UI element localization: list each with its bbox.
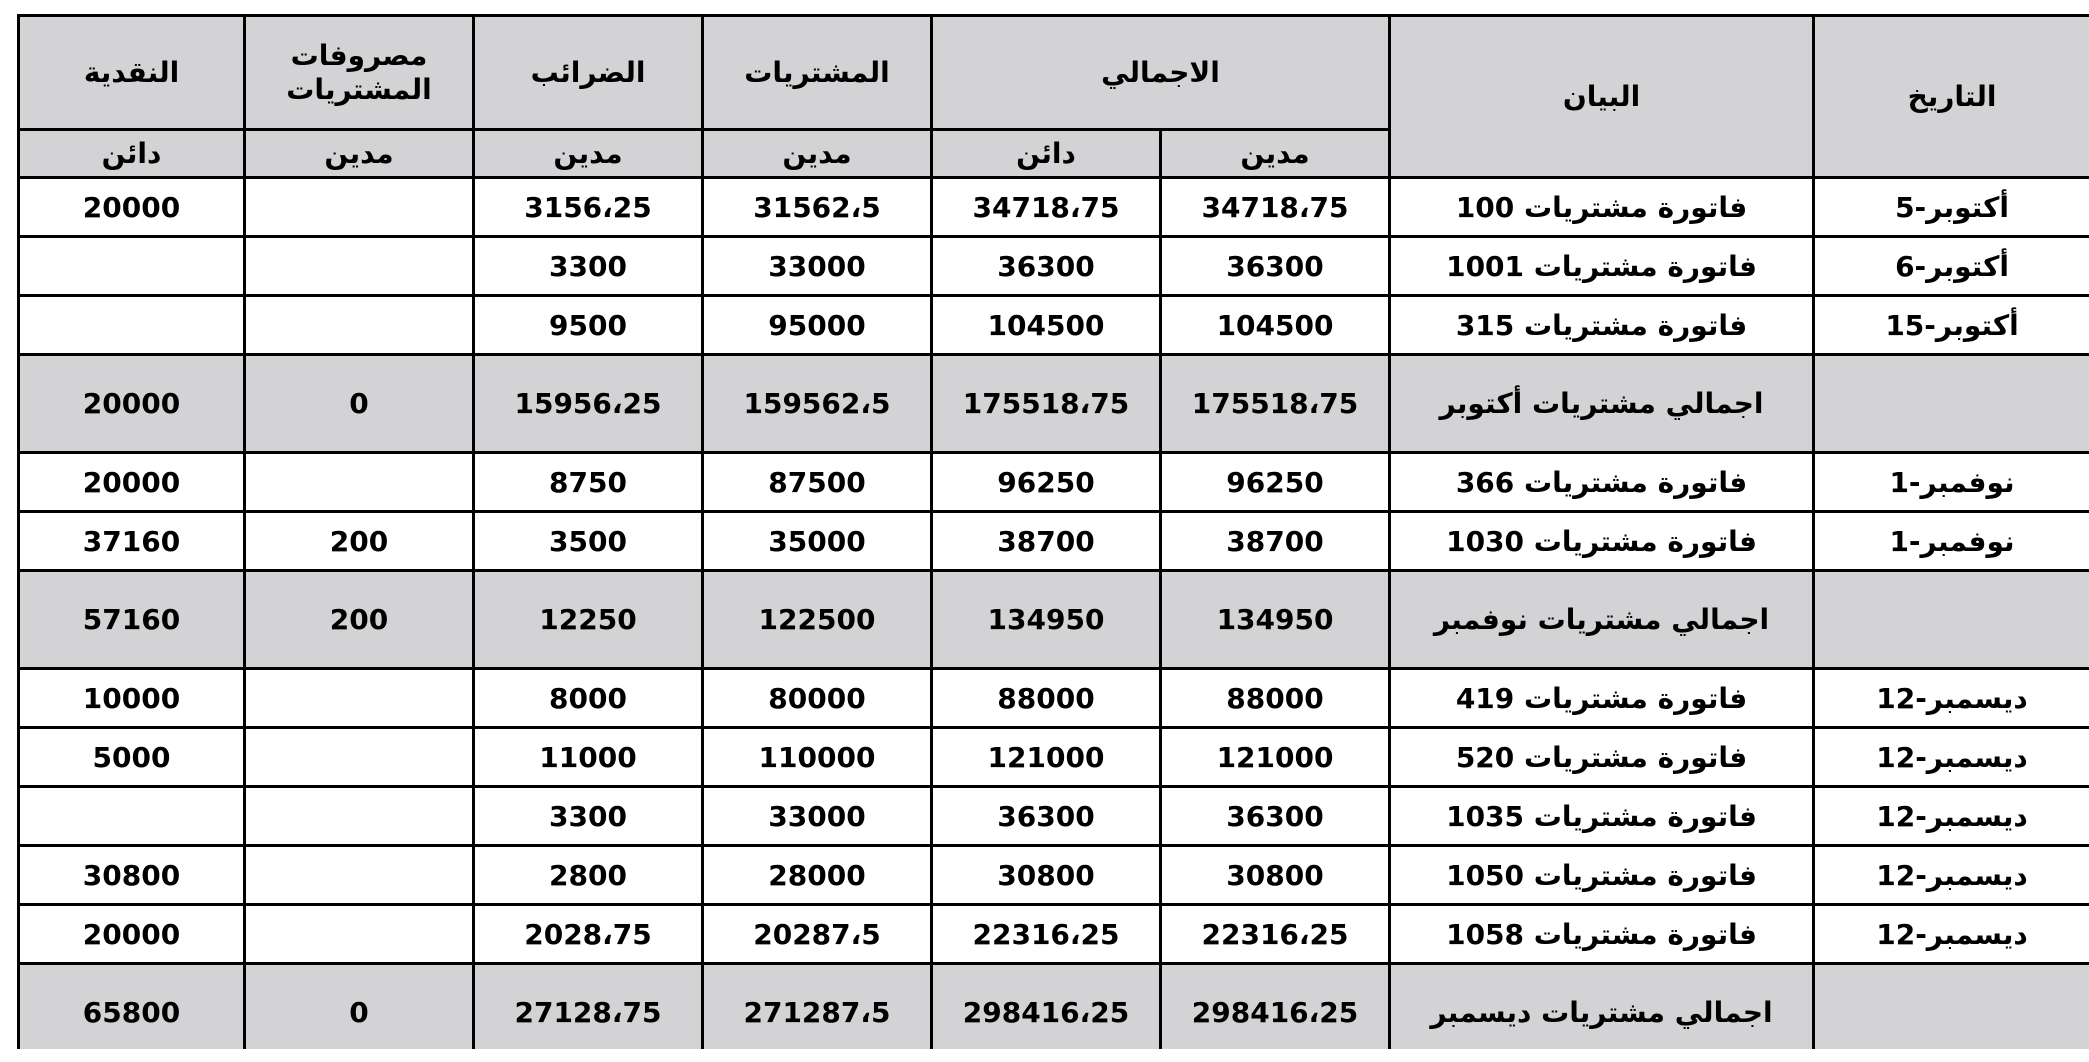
statement-cell (1390, 178, 1814, 237)
taxes-cell (474, 571, 703, 669)
date-cell (1814, 296, 2089, 355)
total-credit-cell (932, 355, 1161, 453)
table-row (19, 669, 2089, 728)
total-debit-cell (1161, 296, 1390, 355)
date-cell (1814, 787, 2089, 846)
cash-cell-text: 20000 (82, 465, 181, 499)
cash-cell-text: 20000 (82, 387, 181, 420)
statement-cell-text: فاتورة مشتريات 1058 (1446, 917, 1757, 951)
taxes-cell-text: 3300 (549, 249, 627, 283)
table-row (19, 905, 2089, 964)
total-credit-cell-text: 104500 (987, 308, 1105, 342)
cash-cell (19, 669, 245, 728)
cash-cell (19, 964, 245, 1050)
taxes-cell (474, 512, 703, 571)
total-credit-cell (932, 512, 1161, 571)
purchase-expenses-cell (245, 846, 474, 905)
subheader-purchases: مدين (703, 130, 932, 178)
table-row (19, 846, 2089, 905)
date-cell (1814, 178, 2089, 237)
total-credit-cell (932, 453, 1161, 512)
cash-cell (19, 571, 245, 669)
total-credit-cell-text: 30800 (997, 858, 1095, 892)
statement-cell (1390, 296, 1814, 355)
table-row (19, 728, 2089, 787)
purchase-expenses-cell (245, 453, 474, 512)
date-cell (1814, 905, 2089, 964)
table-row (19, 512, 2089, 571)
taxes-cell-text: 12250 (539, 603, 637, 636)
purchases-cell (703, 964, 932, 1050)
purchase-expenses-cell (245, 964, 474, 1050)
purchase-expenses-cell-text: 200 (329, 524, 389, 558)
taxes-cell-text: 15956،25 (514, 387, 662, 420)
total-credit-cell (932, 964, 1161, 1050)
purchase-expenses-cell (245, 296, 474, 355)
purchases-cell (703, 178, 932, 237)
date-cell (1814, 453, 2089, 512)
purchase-expenses-cell (245, 728, 474, 787)
statement-cell-text: اجمالي مشتريات ديسمبر (1430, 996, 1773, 1029)
subheader-taxes: مدين (474, 130, 703, 178)
taxes-cell (474, 728, 703, 787)
purchases-cell (703, 728, 932, 787)
purchase-expenses-cell (245, 355, 474, 453)
date-cell (1814, 571, 2089, 669)
statement-cell (1390, 512, 1814, 571)
total-debit-cell-text: 34718،75 (1201, 190, 1349, 224)
total-debit-cell-text: 30800 (1226, 858, 1324, 892)
total-credit-cell (932, 846, 1161, 905)
taxes-cell (474, 846, 703, 905)
purchases-cell-text: 122500 (758, 603, 876, 636)
purchase-expenses-cell-text: 0 (349, 387, 369, 420)
date-cell-text: ديسمبر-12 (1876, 740, 2028, 774)
cash-cell-text: 37160 (82, 524, 181, 558)
total-debit-cell-text: 88000 (1226, 681, 1324, 715)
purchases-cell (703, 355, 932, 453)
total-debit-cell (1161, 787, 1390, 846)
taxes-cell-text: 27128،75 (514, 996, 662, 1029)
total-debit-cell (1161, 571, 1390, 669)
date-cell-text: ديسمبر-12 (1876, 858, 2028, 892)
total-credit-cell (932, 237, 1161, 296)
purchases-cell-text: 28000 (768, 858, 866, 892)
statement-cell (1390, 905, 1814, 964)
purchases-cell-text: 87500 (768, 465, 866, 499)
purchases-journal (17, 14, 2089, 1049)
total-credit-cell-text: 96250 (997, 465, 1095, 499)
total-debit-cell-text: 38700 (1226, 524, 1324, 558)
header-date: التاريخ (1814, 16, 2089, 178)
statement-cell-text: فاتورة مشتريات 100 (1455, 190, 1748, 224)
cash-cell (19, 237, 245, 296)
total-debit-cell (1161, 512, 1390, 571)
purchase-expenses-cell (245, 669, 474, 728)
header-purchases: المشتريات (703, 16, 932, 130)
statement-cell (1390, 571, 1814, 669)
total-credit-cell-text: 38700 (997, 524, 1095, 558)
date-cell (1814, 669, 2089, 728)
total-credit-cell (932, 571, 1161, 669)
header-cash: النقدية (19, 16, 245, 130)
total-credit-cell (932, 905, 1161, 964)
subheader-total-credit: دائن (932, 130, 1161, 178)
statement-cell-text: فاتورة مشتريات 1001 (1446, 249, 1757, 283)
date-cell-text: أكتوبر-5 (1895, 190, 2009, 224)
statement-cell (1390, 453, 1814, 512)
statement-cell-text: فاتورة مشتريات 366 (1455, 465, 1748, 499)
taxes-cell-text: 9500 (549, 308, 627, 342)
total-credit-cell-text: 121000 (987, 740, 1105, 774)
cash-cell-text: 65800 (82, 996, 181, 1029)
date-cell (1814, 964, 2089, 1050)
statement-cell (1390, 787, 1814, 846)
table-row (19, 296, 2089, 355)
date-cell-text: ديسمبر-12 (1876, 917, 2028, 951)
cash-cell-text: 20000 (82, 917, 181, 951)
purchases-cell-text: 35000 (768, 524, 866, 558)
monthly-total-row (19, 355, 2089, 453)
subheader-total-debit: مدين (1161, 130, 1390, 178)
statement-cell-text: اجمالي مشتريات نوفمبر (1433, 603, 1770, 636)
purchase-expenses-cell-text: 200 (329, 603, 389, 636)
total-debit-cell (1161, 905, 1390, 964)
taxes-cell (474, 296, 703, 355)
purchase-expenses-cell (245, 787, 474, 846)
taxes-cell (474, 669, 703, 728)
taxes-cell-text: 8750 (549, 465, 627, 499)
date-cell-text: أكتوبر-6 (1895, 249, 2009, 283)
cash-cell (19, 355, 245, 453)
statement-cell-text: اجمالي مشتريات أكتوبر (1439, 387, 1764, 420)
taxes-cell-text: 3500 (549, 524, 627, 558)
total-credit-cell-text: 36300 (997, 799, 1095, 833)
cash-cell (19, 178, 245, 237)
purchase-expenses-cell (245, 178, 474, 237)
purchases-cell-text: 33000 (768, 249, 866, 283)
purchases-cell-text: 33000 (768, 799, 866, 833)
date-cell (1814, 728, 2089, 787)
statement-cell (1390, 964, 1814, 1050)
cash-cell (19, 296, 245, 355)
monthly-total-row (19, 571, 2089, 669)
date-cell-text: نوفمبر-1 (1889, 524, 2015, 558)
statement-cell-text: فاتورة مشتريات 419 (1455, 681, 1748, 715)
purchases-cell (703, 296, 932, 355)
taxes-cell-text: 2028،75 (524, 917, 652, 951)
total-debit-cell (1161, 237, 1390, 296)
purchases-cell-text: 80000 (768, 681, 866, 715)
header-row (19, 16, 2089, 130)
table-row (19, 787, 2089, 846)
purchases-cell-text: 20287،5 (753, 917, 881, 951)
total-debit-cell-text: 134950 (1216, 603, 1334, 636)
header-taxes: الضرائب (474, 16, 703, 130)
subheader-cash: دائن (19, 130, 245, 178)
cash-cell (19, 846, 245, 905)
total-debit-cell (1161, 178, 1390, 237)
table-row (19, 178, 2089, 237)
purchases-cell (703, 846, 932, 905)
statement-cell-text: فاتورة مشتريات 520 (1455, 740, 1748, 774)
total-debit-cell (1161, 669, 1390, 728)
taxes-cell (474, 237, 703, 296)
purchase-expenses-cell (245, 237, 474, 296)
date-cell (1814, 355, 2089, 453)
total-debit-cell-text: 104500 (1216, 308, 1334, 342)
purchases-cell (703, 669, 932, 728)
total-credit-cell-text: 34718،75 (972, 190, 1120, 224)
total-debit-cell-text: 96250 (1226, 465, 1324, 499)
table-row (19, 453, 2089, 512)
total-credit-cell-text: 175518،75 (962, 387, 1130, 420)
taxes-cell (474, 905, 703, 964)
statement-cell-text: فاتورة مشتريات 1035 (1446, 799, 1757, 833)
total-debit-cell-text: 22316،25 (1201, 917, 1349, 951)
purchase-expenses-cell (245, 571, 474, 669)
taxes-cell (474, 964, 703, 1050)
purchases-cell (703, 453, 932, 512)
purchases-cell-text: 110000 (758, 740, 876, 774)
total-credit-cell (932, 178, 1161, 237)
statement-cell (1390, 355, 1814, 453)
cash-cell (19, 905, 245, 964)
statement-cell (1390, 846, 1814, 905)
cash-cell (19, 453, 245, 512)
purchases-cell-text: 159562،5 (743, 387, 891, 420)
purchase-expenses-cell (245, 512, 474, 571)
taxes-cell-text: 11000 (539, 740, 637, 774)
statement-cell-text: فاتورة مشتريات 1050 (1446, 858, 1757, 892)
taxes-cell (474, 787, 703, 846)
date-cell-text: ديسمبر-12 (1876, 681, 2028, 715)
statement-cell-text: فاتورة مشتريات 1030 (1446, 524, 1757, 558)
cash-cell-text: 10000 (82, 681, 181, 715)
statement-cell-text: فاتورة مشتريات 315 (1455, 308, 1748, 342)
total-debit-cell-text: 298416،25 (1191, 996, 1359, 1029)
total-debit-cell (1161, 728, 1390, 787)
cash-cell (19, 512, 245, 571)
total-debit-cell (1161, 355, 1390, 453)
purchases-cell (703, 787, 932, 846)
date-cell-text: أكتوبر-15 (1885, 308, 2019, 342)
table-body (19, 178, 2089, 1050)
taxes-cell (474, 355, 703, 453)
taxes-cell (474, 453, 703, 512)
total-credit-cell (932, 728, 1161, 787)
total-credit-cell-text: 134950 (987, 603, 1105, 636)
purchase-expenses-cell (245, 905, 474, 964)
purchases-cell (703, 905, 932, 964)
cash-cell (19, 728, 245, 787)
date-cell (1814, 512, 2089, 571)
date-cell (1814, 237, 2089, 296)
taxes-cell (474, 178, 703, 237)
total-debit-cell (1161, 964, 1390, 1050)
statement-cell (1390, 728, 1814, 787)
header-total: الاجمالي (932, 16, 1390, 130)
total-credit-cell-text: 22316،25 (972, 917, 1120, 951)
date-cell-text: ديسمبر-12 (1876, 799, 2028, 833)
total-debit-cell-text: 36300 (1226, 799, 1324, 833)
taxes-cell-text: 3156،25 (524, 190, 652, 224)
total-credit-cell-text: 88000 (997, 681, 1095, 715)
purchases-cell (703, 237, 932, 296)
total-credit-cell (932, 296, 1161, 355)
total-debit-cell-text: 121000 (1216, 740, 1334, 774)
statement-cell (1390, 237, 1814, 296)
total-credit-cell (932, 669, 1161, 728)
purchase-expenses-cell-text: 0 (349, 996, 369, 1029)
taxes-cell-text: 2800 (549, 858, 627, 892)
date-cell (1814, 846, 2089, 905)
purchases-cell-text: 31562،5 (753, 190, 881, 224)
total-debit-cell (1161, 453, 1390, 512)
cash-cell-text: 57160 (82, 603, 181, 636)
header-statement: البيان (1390, 16, 1814, 178)
purchases-cell-text: 95000 (768, 308, 866, 342)
subheader-purchase-expenses: مدين (245, 130, 474, 178)
statement-cell (1390, 669, 1814, 728)
purchases-journal-table (17, 14, 2089, 1049)
date-cell-text: نوفمبر-1 (1889, 465, 2015, 499)
taxes-cell-text: 8000 (549, 681, 627, 715)
cash-cell-text: 20000 (82, 190, 181, 224)
total-credit-cell-text: 298416،25 (962, 996, 1130, 1029)
total-debit-cell-text: 175518،75 (1191, 387, 1359, 420)
taxes-cell-text: 3300 (549, 799, 627, 833)
monthly-total-row (19, 964, 2089, 1050)
total-debit-cell-text: 36300 (1226, 249, 1324, 283)
cash-cell-text: 30800 (82, 858, 181, 892)
purchases-cell (703, 571, 932, 669)
total-debit-cell (1161, 846, 1390, 905)
table-row (19, 237, 2089, 296)
total-credit-cell-text: 36300 (997, 249, 1095, 283)
purchases-cell (703, 512, 932, 571)
purchases-cell-text: 271287،5 (743, 996, 891, 1029)
cash-cell-text: 5000 (92, 740, 171, 774)
header-purchase-expenses: مصروفات المشتريات (245, 16, 474, 130)
total-credit-cell (932, 787, 1161, 846)
cash-cell (19, 787, 245, 846)
